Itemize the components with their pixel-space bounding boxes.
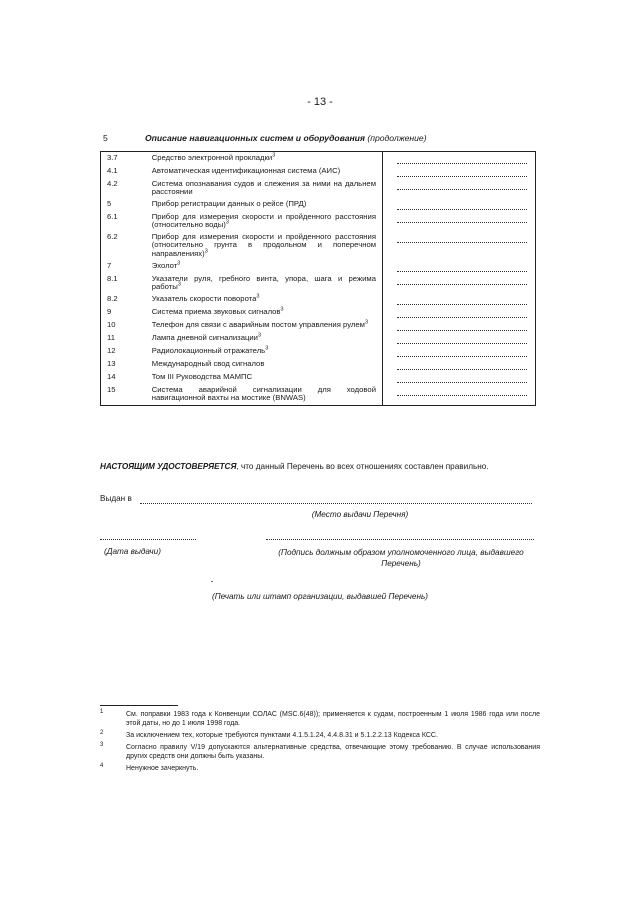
footnote-text: См. поправки 1983 года к Конвенции СОЛАС (MSC.6(48)); применяется к судам, построенным 1 июля 1986 года или после этой даты, но до 1 июля 1998 года. — [126, 711, 540, 727]
item-name-text: Средство электронной прокладки — [151, 152, 273, 162]
footnote-mark: 4 — [100, 763, 104, 769]
footnote — [100, 710, 540, 728]
item-number: 13 — [107, 358, 116, 368]
table-row — [101, 371, 536, 384]
certification-statement — [100, 462, 540, 471]
item-number: 7 — [107, 260, 112, 270]
item-value-cell — [383, 319, 536, 332]
seal-caption: (Печать или штамп организации, выдавшей Перечень) — [212, 592, 428, 601]
item-value-cell — [383, 306, 536, 319]
item-name-text: Автоматическая идентификационная система (АИС) — [151, 165, 341, 175]
item-name-text: Прибор регистрации данных о рейсе (ПРД) — [151, 198, 307, 208]
certify-rest: , что данный Перечень во всех отношениях составлен правильно. — [236, 462, 489, 471]
item-number: 3.7 — [107, 152, 118, 162]
item-number: 14 — [107, 371, 116, 381]
footnote-ref: 3 — [225, 219, 229, 226]
item-value-field[interactable] — [397, 167, 527, 177]
table-row — [101, 152, 536, 166]
table-row — [101, 178, 536, 198]
issued-at-field[interactable] — [140, 503, 532, 504]
section-continuation: (продолжение) — [367, 133, 427, 143]
item-value-field[interactable] — [397, 295, 527, 305]
footnote-ref: 3 — [177, 281, 181, 288]
footnote — [100, 764, 540, 773]
item-value-field[interactable] — [397, 334, 527, 344]
item-number: 4.2 — [107, 178, 118, 188]
item-name — [152, 165, 383, 178]
footnote-ref: 3 — [265, 345, 269, 352]
footnote-mark: 2 — [100, 730, 104, 736]
issued-at-label: Выдан в — [100, 494, 132, 503]
item-value-cell — [383, 231, 536, 260]
item-name-text: Том III Руководства МАМПС — [151, 371, 253, 381]
item-name-text: Прибор для измерения скорости и пройденного расстояния (относительно грунта в продольном и поперечном направлениях) — [151, 231, 376, 259]
item-value-field[interactable] — [397, 360, 527, 370]
item-name-text: Радиолокационный отражатель — [151, 345, 266, 355]
item-value-cell — [383, 211, 536, 231]
item-name — [152, 332, 383, 345]
item-value-field[interactable] — [397, 233, 527, 243]
item-name — [152, 198, 383, 211]
item-name — [152, 260, 383, 273]
item-value-cell — [383, 260, 536, 273]
item-value-field[interactable] — [397, 180, 527, 190]
item-value-cell — [383, 345, 536, 358]
item-name-text: Телефон для связи с аварийным постом управления рулем — [151, 319, 365, 329]
item-value-cell — [383, 198, 536, 211]
table-row — [101, 231, 536, 260]
item-value-field[interactable] — [397, 386, 527, 396]
issue-date-caption: (Дата выдачи) — [104, 547, 161, 556]
footnote-ref: 3 — [280, 306, 284, 313]
item-name — [152, 345, 383, 358]
item-value-field[interactable] — [397, 347, 527, 357]
footnote-ref: 3 — [204, 248, 208, 255]
item-value-cell — [383, 371, 536, 384]
signature-caption: (Подпись должным образом уполномоченного лица, выдавшего Перечень) — [278, 548, 524, 568]
item-number: 9 — [107, 306, 112, 316]
item-name-text: Прибор для измерения скорости и пройденного расстояния (относительно воды) — [151, 211, 376, 230]
item-name-text: Лампа дневной сигнализации — [151, 332, 258, 342]
certify-lead: НАСТОЯЩИМ УДОСТОВЕРЯЕТСЯ — [100, 462, 237, 471]
item-value-field[interactable] — [397, 373, 527, 383]
item-value-cell — [383, 358, 536, 371]
item-name-text: Система приема звуковых сигналов — [151, 306, 281, 316]
item-number: 6.1 — [107, 211, 118, 221]
scan-speck — [211, 581, 213, 582]
footnote-text: Ненужное зачеркнуть. — [126, 765, 199, 772]
table-row — [101, 384, 536, 405]
item-number: 12 — [107, 345, 116, 355]
footnote-mark: 1 — [100, 709, 104, 715]
item-number: 11 — [107, 332, 115, 342]
footnote-ref: 3 — [272, 151, 276, 158]
item-number: 5 — [107, 198, 112, 208]
item-value-cell — [383, 165, 536, 178]
item-number: 8.2 — [107, 293, 118, 303]
item-number: 4.1 — [107, 165, 118, 175]
footnote — [100, 743, 540, 761]
item-name-text: Эхолот — [151, 260, 178, 270]
section-number: 5 — [103, 133, 108, 143]
item-name — [152, 211, 383, 231]
item-value-cell — [383, 273, 536, 293]
item-number: 10 — [107, 319, 116, 329]
item-value-field[interactable] — [397, 200, 527, 210]
item-name-text: Система опознавания судов и слежения за ними на дальнем расстоянии — [151, 178, 376, 197]
table-row — [101, 273, 536, 293]
page-number: - 13 - — [307, 96, 333, 108]
item-value-field[interactable] — [397, 213, 527, 223]
footnote-ref: 3 — [177, 260, 181, 267]
footnote — [100, 731, 540, 740]
table-row — [101, 358, 536, 371]
table-row — [101, 293, 536, 306]
table-row — [101, 260, 536, 273]
item-value-cell — [383, 293, 536, 306]
footnote-mark: 3 — [100, 742, 104, 748]
item-value-cell — [383, 178, 536, 198]
item-name — [152, 384, 383, 405]
table-row — [101, 211, 536, 231]
footnote-rule — [100, 705, 178, 706]
item-name — [152, 293, 383, 306]
footnote-ref: 3 — [257, 332, 262, 339]
item-name — [152, 178, 383, 198]
item-value-cell — [383, 152, 536, 166]
table-row — [101, 332, 536, 345]
item-number: 8.1 — [107, 273, 118, 283]
item-number: 6.2 — [107, 231, 118, 241]
item-name-text: Указатель скорости поворота — [151, 293, 257, 303]
item-name — [152, 358, 383, 371]
table-row — [101, 306, 536, 319]
item-name-text: Международный свод сигналов — [151, 358, 265, 368]
item-value-cell — [383, 332, 536, 345]
table-row — [101, 319, 536, 332]
item-value-cell — [383, 384, 536, 405]
footnotes — [100, 710, 540, 776]
table-row — [101, 165, 536, 178]
footnote-ref: 3 — [364, 319, 368, 326]
table-row — [101, 198, 536, 211]
item-value-field[interactable] — [397, 308, 527, 318]
item-name — [152, 231, 383, 260]
item-value-field[interactable] — [397, 262, 527, 272]
equipment-table — [100, 151, 536, 406]
footnote-text: Согласно правилу V/19 допускаются альтернативные средства, отвечающие этому требованию. В случае использования других средств они должны быть указаны. — [126, 744, 540, 760]
item-name-text: Указатели руля, гребного винта, упора, шага и режима работы — [151, 273, 376, 292]
item-name — [152, 152, 383, 166]
issued-at-caption: (Место выдачи Перечня) — [311, 510, 409, 519]
item-number: 15 — [107, 384, 116, 394]
section-title: Описание навигационных систем и оборудования (продолжение) — [145, 133, 427, 143]
issue-date-field[interactable] — [100, 539, 196, 540]
item-name — [152, 306, 383, 319]
item-value-field[interactable] — [397, 154, 527, 164]
item-value-field[interactable] — [397, 321, 527, 331]
item-name — [152, 273, 383, 293]
table-row — [101, 345, 536, 358]
signature-field[interactable] — [266, 539, 534, 540]
footnote-ref: 3 — [256, 293, 260, 300]
item-name — [152, 319, 383, 332]
item-value-field[interactable] — [397, 275, 527, 285]
item-name-text: Система аварийной сигнализации для ходовой навигационной вахты на мостике (BNWAS) — [151, 384, 376, 403]
item-name — [152, 371, 383, 384]
footnote-text: За исключением тех, которые требуются пунктами 4.1.5.1.24, 4.4.8.31 и 5.1.2.2.13 Кодекса КСС. — [126, 732, 438, 739]
